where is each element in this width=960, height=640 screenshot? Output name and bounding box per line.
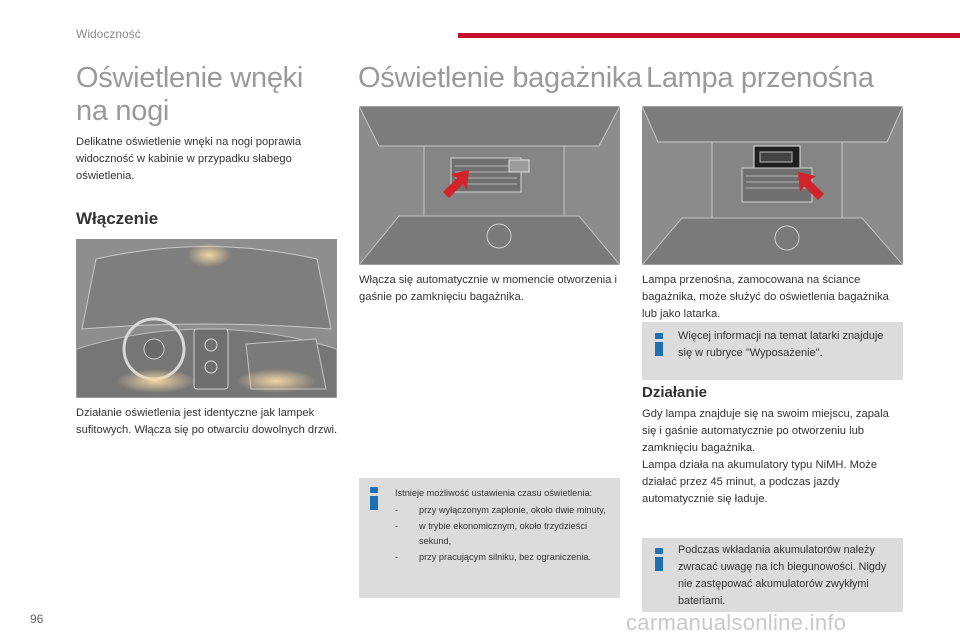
torch-info-box <box>642 322 903 380</box>
boot-lamp-illustration <box>642 106 903 265</box>
list-item: - w trybie ekonomicznym, około trzydzieści sekund, <box>395 520 587 546</box>
switching-on-heading: Włączenie <box>76 209 159 228</box>
info-icon <box>370 487 378 510</box>
boot-lighting-title: Oświetlenie bagażnika <box>358 62 642 94</box>
footwell-description-text: Działanie oświetlenia jest identyczne jak lampek sufitowych. Włącza się po otwarciu dowolnych drzwi. <box>76 407 338 436</box>
portable-lamp-photo <box>642 106 903 265</box>
battery-warning-text: Podczas wkładania akumulatorów należy zwracać uwagę na ich biegunowości. Nigdy nie zastępować akumulatorów zwykłymi bateriami. <box>678 544 887 607</box>
footwell-lighting-photo <box>76 239 337 398</box>
operation-paragraph-1: Gdy lampa znajduje się na swoim miejscu, zapala się i gaśnie automatycznie po otworzeniu lub zamknięciu bagażnika. <box>642 408 889 454</box>
info-icon <box>655 548 663 571</box>
cabin-interior-illustration <box>76 239 337 398</box>
timing-info-box <box>359 478 620 598</box>
portable-lamp-title: Lampa przenośna <box>646 62 874 94</box>
timing-list <box>395 503 617 565</box>
info-box-title: Istnieje możliwość ustawienia czasu oświetlenia: <box>395 488 593 498</box>
boot-interior-illustration <box>359 106 620 265</box>
boot-lighting-photo <box>359 106 620 265</box>
list-item: - przy pracującym silniku, bez ograniczenia. <box>395 551 592 562</box>
portable-lamp-description: Lampa przenośna, zamocowana na ściance bagażnika, może służyć do oświetlenia bagażnika lub jako latarka. <box>642 274 889 320</box>
footer-watermark: carmanualsonline.info <box>626 610 847 635</box>
operation-paragraph-2: Lampa działa na akumulatory typu NiMH. Może działać przez 45 minut, a podczas jazdy automatycznie się ładuje. <box>642 459 878 505</box>
title-line-2: na nogi <box>76 95 170 127</box>
boot-description-text: Włącza się automatycznie w momencie otworzenia i gaśnie po zamknięciu bagażnika. <box>359 274 618 303</box>
section-label: Widoczność <box>76 27 141 41</box>
info-icon <box>655 333 663 356</box>
footwell-intro-text: Delikatne oświetlenie wnęki na nogi poprawia widoczność w kabinie w przypadku słabego oświetlenia. <box>76 136 302 182</box>
title-line-1: Oświetlenie wnęki <box>76 62 303 94</box>
header-accent-bar <box>458 33 960 38</box>
torch-info-text: Więcej informacji na temat latarki znajduje się w rubryce "Wyposażenie". <box>678 330 884 359</box>
list-item: - przy wyłączonym zapłonie, około dwie minuty, <box>395 505 606 515</box>
battery-warning-box <box>642 538 903 612</box>
page-number: 96 <box>30 612 44 626</box>
operation-heading: Działanie <box>642 384 708 401</box>
footwell-lighting-title <box>76 62 303 128</box>
